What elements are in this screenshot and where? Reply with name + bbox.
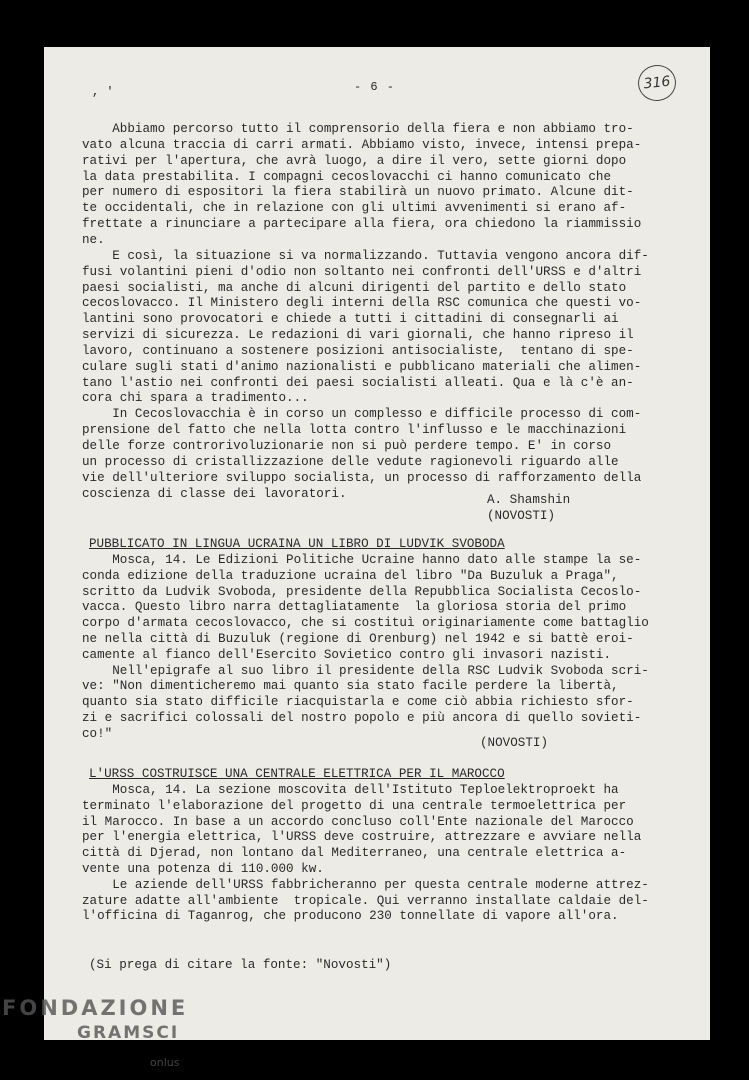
text-line: Nell'epigrafe al suo libro il presidente della RSC Ludvik Svoboda scri- <box>82 663 649 678</box>
text-line: lavoro, continuano a sostenere posizioni antisocialiste, tentano di spe- <box>82 343 634 358</box>
text-line: te occidentali, che in relazione con gli ultimi avvenimenti si erano af- <box>82 201 627 216</box>
text-line: conda edizione della traduzione ucraina del libro "Da Buzuluk a Praga", <box>82 568 619 583</box>
text-line: Le aziende dell'URSS fabbricheranno per questa centrale moderne attrez- <box>82 877 649 892</box>
text-line: fusi volantini pieni d'odio non soltanto nei confronti dell'URSS e d'altri <box>82 264 642 279</box>
text-line: zi e sacrifici colossali del nostro popolo e più ancora di quello sovieti- <box>82 711 642 725</box>
text-line: vato alcuna traccia di carri armati. Abbiamo visto, invece, intensi prepa- <box>82 137 642 152</box>
text-line: frettate a rinunciare a partecipare alla fiera, ora chiedono la riammissio <box>82 217 642 232</box>
watermark-line-1: FONDAZIONE <box>2 996 189 1020</box>
watermark-line-2: GRAMSCI <box>77 1023 180 1043</box>
text-line: Abbiamo percorso tutto il comprensorio della fiera e non abbiamo tro- <box>82 122 634 136</box>
text-line: tano l'astio nei confronti dei paesi socialisti alleati. Qua e là c'è an- <box>82 375 634 390</box>
text-line: la data prestabilita. I compagni cecoslovacchi ci hanno comunicato che <box>82 169 612 184</box>
text-line: corpo d'armata cecoslovacco, che si costituì originariamente come battaglio <box>82 616 649 631</box>
text-line: rativi per l'apertura, che avrà luogo, a dire il vero, sette giorni dopo <box>82 153 627 168</box>
text-line: In Cecoslovacchia è in corso un complesso e difficile processo di com- <box>82 407 642 422</box>
text-line: per l'energia elettrica, l'URSS deve costruire, attrezzare e avviare nella <box>82 830 642 845</box>
text-line: ve: "Non dimenticheremo mai quanto sia stato facile perdere la libertà, <box>82 679 619 694</box>
text-line: per numero di espositori la fiera stabilirà un nuovo primato. Alcune dit- <box>82 185 634 200</box>
archive-watermark <box>2 996 189 1069</box>
text-line: coscienza di classe dei lavoratori. <box>82 486 347 501</box>
archive-stamp-number: 316 <box>636 63 678 103</box>
text-line: Mosca, 14. Le Edizioni Politiche Ucraine hanno dato alle stampe la se- <box>82 553 642 567</box>
text-line: Mosca, 14. La sezione moscovita dell'Istituto Teploelektroproekt ha <box>82 783 619 797</box>
text-line: ne nella città di Buzuluk (regione di Orenburg) nel 1942 e si battè eroi- <box>82 632 634 646</box>
text-line: co!" <box>82 726 113 741</box>
text-line: l'officina di Taganrog, che producono 230 tonnellate di vapore all'ora. <box>82 909 619 924</box>
text-line: zature adatte all'ambiente tropicale. Qui verranno installate caldaie del- <box>82 893 649 908</box>
text-line: terminato l'elaborazione del progetto di una centrale termoelettrica per <box>82 798 627 813</box>
text-line: prensione del fatto che nella lotta contro l'influsso e le macchinazioni <box>82 423 627 438</box>
text-line: un processo di cristallizzazione delle vedute ragionevoli riguardo alle <box>82 454 619 469</box>
text-line: cecoslovacco. Il Ministero degli interni della RSC comunica che questi vo- <box>82 296 642 311</box>
article-1-signature-name: A. Shamshin <box>487 493 571 507</box>
article-2-source: (NOVOSTI) <box>480 736 549 750</box>
article-1-signature-source: (NOVOSTI) <box>487 509 556 523</box>
text-line: paesi socialisti, ma anche di alcuni dirigenti del partito e dello stato <box>82 280 627 295</box>
text-line: ne. <box>82 232 105 247</box>
text-line: scritto da Ludvik Svoboda, presidente della Repubblica Socialista Cecoslo- <box>82 584 642 599</box>
watermark-line-3: onlus <box>150 1056 180 1069</box>
text-line: vacca. Questo libro narra dettagliatamente la gloriosa storia del primo <box>82 600 627 615</box>
article-3-headline: L'URSS COSTRUISCE UNA CENTRALE ELETTRICA PER IL MAROCCO <box>89 767 505 781</box>
footer-source-note: (Si prega di citare la fonte: "Novosti") <box>89 958 392 972</box>
text-line: cora chi spara a tradimento... <box>82 391 309 406</box>
document-page <box>44 47 710 1040</box>
text-line: E così, la situazione si va normalizzando. Tuttavia vengono ancora dif- <box>82 248 649 263</box>
corner-marks: , ' <box>92 85 114 99</box>
text-line: delle forze controrivoluzionarie non si può perdere tempo. E' in corso <box>82 439 612 453</box>
text-line: vie dell'ulteriore sviluppo socialista, un processo di rafforzamento della <box>82 470 642 485</box>
text-line: culare sugli stati d'animo nazionalisti e pubblicano materiali che alimen- <box>82 359 642 374</box>
text-line: camente al fianco dell'Esercito Sovietico contro gli invasori nazisti. <box>82 647 612 662</box>
text-line: servizi di sicurezza. Le redazioni di vari giornali, che hanno ripreso il <box>82 328 634 343</box>
text-line: lantini sono provocatori e chiede a tutti i cittadini di consegnarli ai <box>82 312 619 327</box>
text-line: vente una potenza di 110.000 kw. <box>82 862 324 876</box>
text-line: quanto sia stato difficile riacquistarla e come ciò abbia richiesto sfor- <box>82 695 634 710</box>
article-2-headline: PUBBLICATO IN LINGUA UCRAINA UN LIBRO DI LUDVIK SVOBODA <box>89 537 505 551</box>
text-line: città di Djerad, non lontano dal Mediterraneo, una centrale elettrica a- <box>82 846 627 861</box>
page-number: - 6 - <box>354 80 396 94</box>
text-line: il Marocco. In base a un accordo concluso coll'Ente nazionale del Marocco <box>82 814 634 829</box>
